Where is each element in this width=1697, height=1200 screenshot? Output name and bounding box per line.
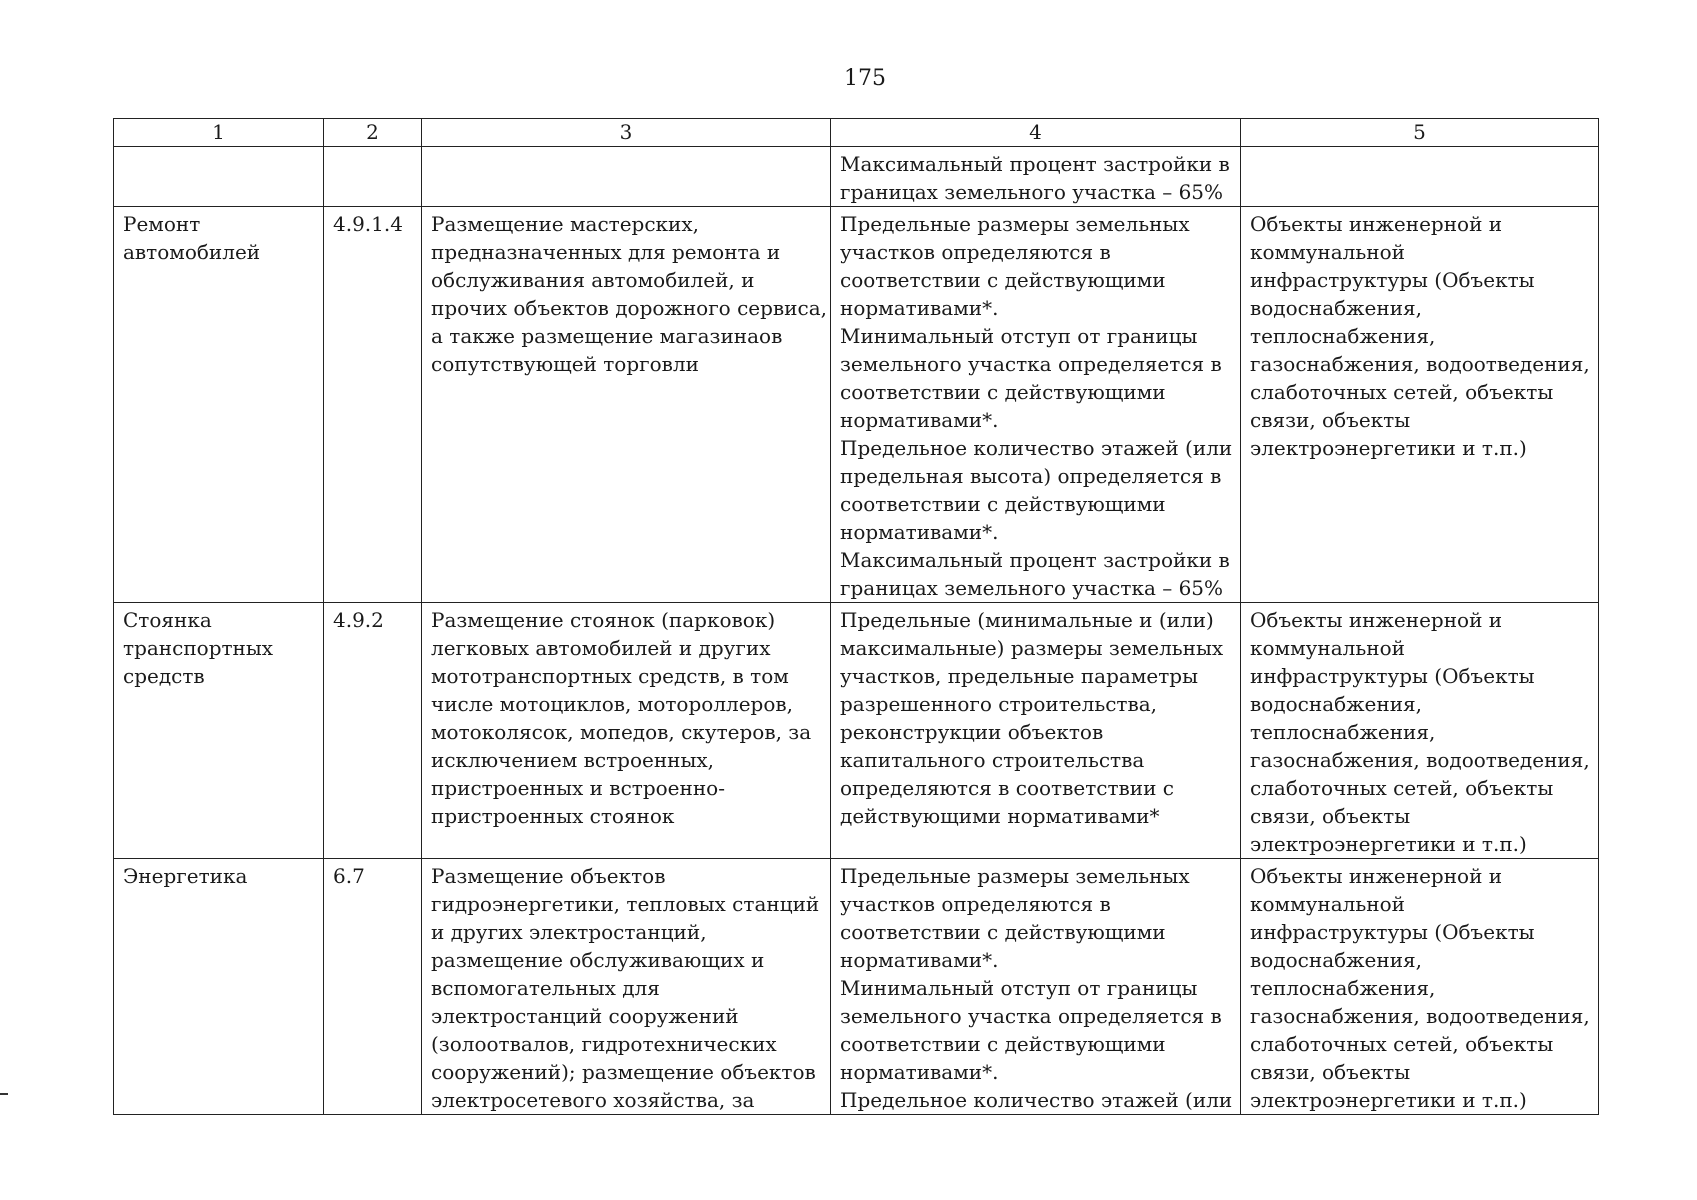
cell-text-line: водоснабжения,	[1250, 692, 1423, 716]
cell-text-line: соответствии с действующими	[840, 1032, 1166, 1056]
objects-cell	[1241, 147, 1599, 207]
cell-text-line: связи, объекты	[1250, 804, 1411, 828]
cell-text-line: сопутствующей торговли	[431, 352, 699, 376]
parameters-cell	[831, 603, 1241, 859]
cell-text-line: а также размещение магазинаов	[431, 324, 783, 348]
cell-text-line: Объекты инженерной и	[1250, 608, 1503, 632]
cell-text-line: исключением встроенных,	[431, 748, 715, 772]
cell-text-line: соответствии с действующими	[840, 492, 1166, 516]
cell-text-line: Энергетика	[123, 864, 248, 888]
cell-text-line: обслуживания автомобилей, и	[431, 268, 755, 292]
cell-text-line: Предельные размеры земельных	[840, 212, 1190, 236]
cell-text-line: теплоснабжения,	[1250, 720, 1436, 744]
parameters-cell	[831, 147, 1241, 207]
use-name-cell	[114, 859, 324, 1115]
cell-text-line: прочих объектов дорожного сервиса,	[431, 296, 827, 320]
cell-text-line: Размещение объектов	[431, 864, 666, 888]
use-description-cell	[422, 859, 831, 1115]
cell-text-line: участков определяются в	[840, 892, 1111, 916]
cell-text-line: Размещение мастерских,	[431, 212, 700, 236]
parameters-cell	[831, 859, 1241, 1115]
cell-text-line: 4.9.1.4	[333, 212, 403, 236]
table-row	[114, 859, 1599, 1115]
cell-text-line: вспомогательных для	[431, 976, 660, 1000]
cell-text-line: сооружений); размещение объектов	[431, 1060, 816, 1084]
table-row	[114, 603, 1599, 859]
cell-text-line: газоснабжения, водоотведения,	[1250, 352, 1590, 376]
cell-text-line: слаботочных сетей, объекты	[1250, 1032, 1554, 1056]
cell-text-line: пристроенных стоянок	[431, 804, 675, 828]
cell-text-line: земельного участка определяется в	[840, 1004, 1222, 1028]
cell-text-line: слаботочных сетей, объекты	[1250, 380, 1554, 404]
use-description-cell	[422, 207, 831, 603]
cell-text-line: границах земельного участка – 65%	[840, 576, 1224, 600]
cell-text-line: коммунальной	[1250, 636, 1405, 660]
cell-text-line: Максимальный процент застройки в	[840, 152, 1230, 176]
objects-cell	[1241, 207, 1599, 603]
cell-text-line: газоснабжения, водоотведения,	[1250, 748, 1590, 772]
cell-text-line: размещение обслуживающих и	[431, 948, 765, 972]
cell-text-line: транспортных	[123, 636, 274, 660]
cell-text-line: коммунальной	[1250, 240, 1405, 264]
cell-text-line: газоснабжения, водоотведения,	[1250, 1004, 1590, 1028]
cell-text-line: нормативами*.	[840, 296, 999, 320]
cell-text-line: коммунальной	[1250, 892, 1405, 916]
cell-text-line: определяются в соответствии с	[840, 776, 1175, 800]
margin-tick	[0, 1093, 8, 1095]
cell-text-line: электроэнергетики и т.п.)	[1250, 436, 1527, 460]
cell-text-line: инфраструктуры (Объекты	[1250, 268, 1535, 292]
cell-text-line: водоснабжения,	[1250, 948, 1423, 972]
header-cell: 5	[1241, 119, 1599, 147]
cell-text-line: максимальные) размеры земельных	[840, 636, 1224, 660]
cell-text-line: электростанций сооружений	[431, 1004, 739, 1028]
cell-text-line: нормативами*.	[840, 948, 999, 972]
cell-text-line: слаботочных сетей, объекты	[1250, 776, 1554, 800]
parameters-cell	[831, 207, 1241, 603]
cell-text-line: теплоснабжения,	[1250, 324, 1436, 348]
cell-text-line: водоснабжения,	[1250, 296, 1423, 320]
table-header-row	[114, 119, 1599, 147]
cell-text-line: Предельное количество этажей (или	[840, 1088, 1233, 1112]
cell-text-line: и других электростанций,	[431, 920, 707, 944]
cell-text-line: электроэнергетики и т.п.)	[1250, 832, 1527, 856]
cell-text-line: участков, предельные параметры	[840, 664, 1199, 688]
cell-text-line: мототранспортных средств, в том	[431, 664, 789, 688]
objects-cell	[1241, 859, 1599, 1115]
cell-text-line: электроэнергетики и т.п.)	[1250, 1088, 1527, 1112]
cell-text-line: разрешенного строительства,	[840, 692, 1158, 716]
cell-text-line: капитального строительства	[840, 748, 1145, 772]
cell-text-line: границах земельного участка – 65%	[840, 180, 1224, 204]
cell-text-line: пристроенных и встроенно-	[431, 776, 725, 800]
cell-text-line: действующими нормативами*	[840, 804, 1160, 828]
use-code-cell	[324, 603, 422, 859]
use-code-cell	[324, 207, 422, 603]
cell-text-line: Объекты инженерной и	[1250, 212, 1503, 236]
cell-text-line: мотоколясок, мопедов, скутеров, за	[431, 720, 812, 744]
cell-text-line: числе мотоциклов, мотороллеров,	[431, 692, 794, 716]
cell-text-line: средств	[123, 664, 205, 688]
cell-text-line: предназначенных для ремонта и	[431, 240, 781, 264]
use-description-cell	[422, 603, 831, 859]
header-cell: 4	[831, 119, 1241, 147]
cell-text-line: реконструкции объектов	[840, 720, 1104, 744]
objects-cell	[1241, 603, 1599, 859]
cell-text-line: теплоснабжения,	[1250, 976, 1436, 1000]
cell-text-line: Размещение стоянок (парковок)	[431, 608, 776, 632]
header-cell: 3	[422, 119, 831, 147]
cell-text-line: Предельное количество этажей (или	[840, 436, 1233, 460]
use-code-cell	[324, 147, 422, 207]
use-name-cell	[114, 207, 324, 603]
cell-text-line: гидроэнергетики, тепловых станций	[431, 892, 820, 916]
cell-text-line: электросетевого хозяйства, за	[431, 1088, 755, 1112]
cell-text-line: земельного участка определяется в	[840, 352, 1222, 376]
cell-text-line: нормативами*.	[840, 1060, 999, 1084]
cell-text-line: Минимальный отступ от границы	[840, 976, 1198, 1000]
cell-text-line: участков определяются в	[840, 240, 1111, 264]
cell-text-line: связи, объекты	[1250, 1060, 1411, 1084]
cell-text-line: (золоотвалов, гидротехнических	[431, 1032, 777, 1056]
cell-text-line: Стоянка	[123, 608, 212, 632]
cell-text-line: нормативами*.	[840, 520, 999, 544]
cell-text-line: автомобилей	[123, 240, 261, 264]
cell-text-line: инфраструктуры (Объекты	[1250, 920, 1535, 944]
cell-text-line: соответствии с действующими	[840, 380, 1166, 404]
use-name-cell	[114, 147, 324, 207]
cell-text-line: соответствии с действующими	[840, 268, 1166, 292]
cell-text-line: Ремонт	[123, 212, 201, 236]
use-code-cell	[324, 859, 422, 1115]
cell-text-line: нормативами*.	[840, 408, 999, 432]
cell-text-line: Объекты инженерной и	[1250, 864, 1503, 888]
cell-text-line: Предельные размеры земельных	[840, 864, 1190, 888]
page-number: 175	[844, 66, 886, 91]
cell-text-line: связи, объекты	[1250, 408, 1411, 432]
use-description-cell	[422, 147, 831, 207]
table-row	[114, 207, 1599, 603]
header-cell: 1	[114, 119, 324, 147]
cell-text-line: инфраструктуры (Объекты	[1250, 664, 1535, 688]
cell-text-line: Предельные (минимальные и (или)	[840, 608, 1214, 632]
use-name-cell	[114, 603, 324, 859]
cell-text-line: предельная высота) определяется в	[840, 464, 1222, 488]
cell-text-line: соответствии с действующими	[840, 920, 1166, 944]
cell-text-line: легковых автомобилей и других	[431, 636, 771, 660]
cell-text-line: 4.9.2	[333, 608, 384, 632]
header-cell: 2	[324, 119, 422, 147]
cell-text-line: Минимальный отступ от границы	[840, 324, 1198, 348]
land-use-table	[113, 118, 1599, 1115]
cell-text-line: Максимальный процент застройки в	[840, 548, 1230, 572]
table-row	[114, 147, 1599, 207]
cell-text-line: 6.7	[333, 864, 365, 888]
